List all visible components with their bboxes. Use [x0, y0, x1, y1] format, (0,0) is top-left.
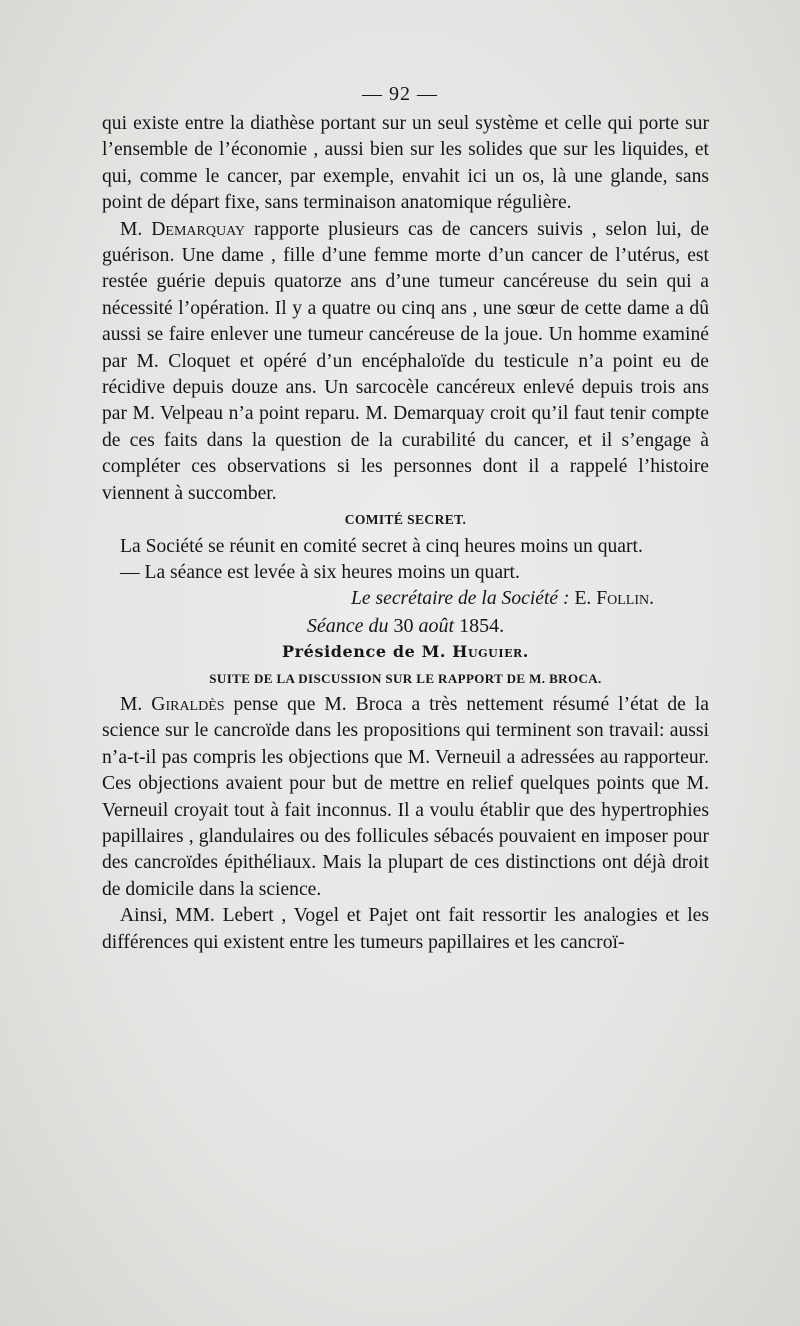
- session-day: 30: [388, 614, 419, 637]
- page-number: — 92 —: [362, 83, 438, 105]
- paragraph-text: rapporte plusieurs cas de cancers suivis , selon lui, de guérison. Une dame , fille d’une femme morte d’un cancer de l’utérus, est restée guérie depuis quatorze ans d’une tumeur cancéreuse du sein qui a nécessité l’opération. Il y a quatre ou cinq ans , une sœur de cette dame a dû aussi se faire enlever une tumeur cancéreuse de la joue. Un homme examiné par M. Cloquet et opéré d’un encéphaloïde du testicule n’a point eu de récidive depuis douze ans. Un sarcocèle cancéreux enlevé depuis trois ans par M. Velpeau n’a point reparu. M. Demarquay croit qu’il faut tenir compte de ces faits dans la question de la curabilité du cancer, et il s’engage à compléter ces observations si les personnes dont il a rappelé l’histoire viennent à succomber.: [102, 218, 709, 504]
- signature-label: Le secrétaire de la Société :: [351, 588, 570, 610]
- page-body: [102, 111, 709, 956]
- closing-line-comite: La Société se réunit en comité secret à cinq heures moins un quart.: [120, 535, 643, 557]
- paragraph-giraldes: [102, 692, 709, 903]
- paragraph-demarquay: [102, 217, 709, 507]
- session-date-heading: [102, 613, 709, 639]
- session-month: août: [418, 614, 455, 637]
- secretary-signature: [102, 586, 709, 612]
- presidency-prefix: Présidence de: [282, 642, 422, 662]
- speaker-name: M. Demarquay: [120, 218, 246, 240]
- paragraph-lebert: Ainsi, MM. Lebert , Vogel et Pajet ont fait ressortir les analogies et les différences qui existent entre les tumeurs papillaires et les cancroï-: [102, 905, 709, 953]
- session-prefix: Séance du: [306, 614, 389, 637]
- presidency-name: M. Huguier.: [421, 642, 529, 662]
- section-heading-comite-secret: COMITÉ SECRET.: [344, 512, 467, 528]
- session-year: 1854.: [454, 614, 505, 637]
- presidency-heading: [102, 639, 709, 665]
- paragraph-text: pense que M. Broca a très nettement résumé l’état de la science sur le cancroïde dans les propositions qui terminent son travail: aussi n’a-t-il pas compris les objections que M. Verneuil a adressées au rapporteur. Ces objections avaient pour but de mettre en relief quelques points que M. Verneuil croyait tout à fait inconnus. Il a voulu établir que des hypertrophies papillaires , glandulaires ou des follicules sébacés pouvaient en imposer pour des cancroïdes épithéliaux. Mais la plupart de ces distinctions ont déjà droit de domicile dans la science.: [102, 693, 709, 900]
- closing-line-seance-levee: — La séance est levée à six heures moins un quart.: [120, 561, 520, 583]
- paragraph-diathese: qui existe entre la diathèse portant sur un seul système et celle qui porte sur l’ensemble de l’économie , aussi bien sur les solides que sur les liquides, et qui, comme le cancer, par exemple, envahit ici un os, là une glande, sans point de départ fixe, sans terminaison anatomique régulière.: [102, 113, 709, 214]
- speaker-name: M. Giraldès: [120, 693, 225, 715]
- section-heading-discussion: SUITE DE LA DISCUSSION SUR LE RAPPORT DE M. BROCA.: [209, 670, 602, 686]
- signature-name: E. Follin.: [569, 588, 654, 610]
